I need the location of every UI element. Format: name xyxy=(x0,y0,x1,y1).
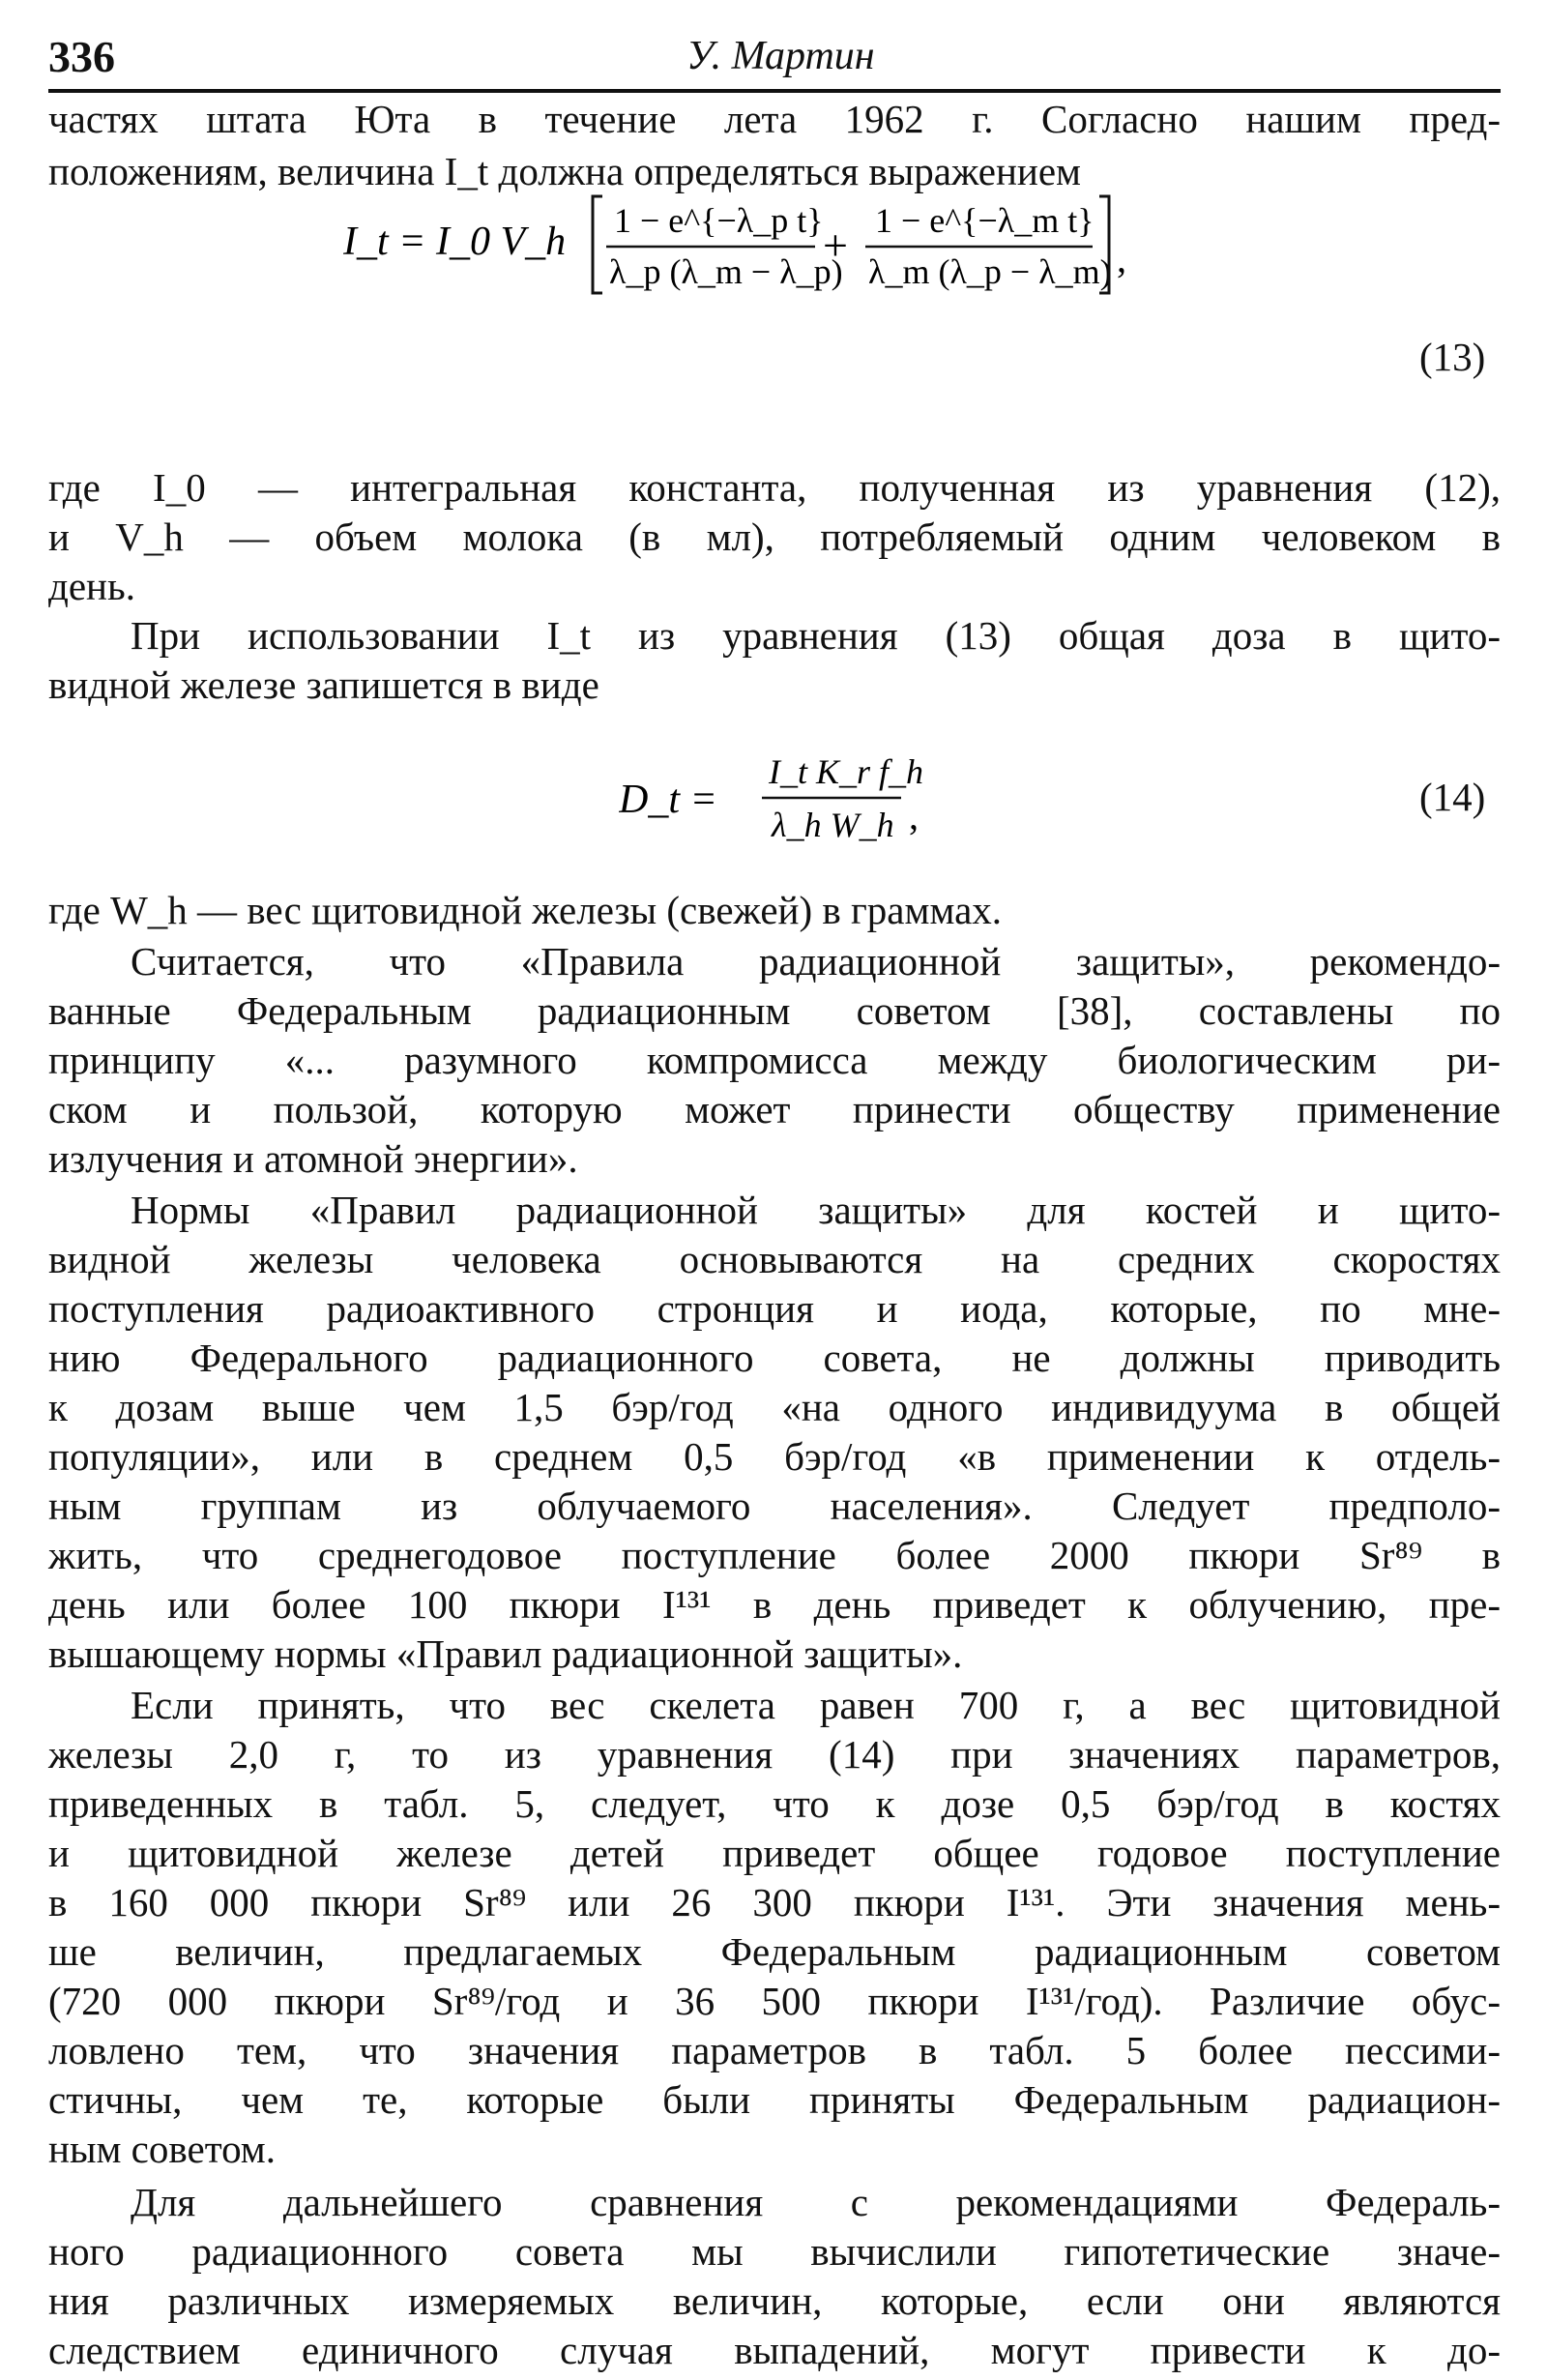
comma: , xyxy=(1117,237,1126,280)
page-number: 336 xyxy=(48,32,115,81)
text-line: (720 000 пкюри Sr⁸⁹/год и 36 500 пкюри I¹³¹/год). Различие обус- xyxy=(48,1979,1501,2023)
text-line: стичны, чем те, которые были приняты Федеральным радиацион- xyxy=(48,2077,1501,2122)
comma: , xyxy=(909,794,919,837)
equation-14 xyxy=(619,740,938,856)
text-line: нию Федерального радиационного совета, не должны приводить xyxy=(48,1336,1501,1380)
text-line: и V_h — объем молока (в мл), потребляемый одним человеком в xyxy=(48,514,1501,559)
text-line: излучения и атомной энергии». xyxy=(48,1136,578,1181)
eq13-lhs: I_t = I_0 V_h xyxy=(343,220,567,264)
text-line: ного радиационного совета мы вычислили гипотетические значе- xyxy=(48,2229,1501,2274)
text-line: день. xyxy=(48,564,135,608)
text-line: ше величин, предлагаемых Федеральным радиационным советом xyxy=(48,1929,1501,1974)
eq13-term1-num: 1 − e^{−λ_p t} xyxy=(614,201,824,240)
text-line: Если принять, что вес скелета равен 700 г, а вес щитовидной xyxy=(131,1683,1501,1727)
running-head: У. Мартин xyxy=(686,34,875,78)
text-line: и щитовидной железе детей приведет общее годовое поступление xyxy=(48,1831,1501,1875)
text-line: ловлено тем, что значения параметров в табл. 5 более пессими- xyxy=(48,2028,1501,2072)
text-line: ным советом. xyxy=(48,2127,276,2171)
text-line: ния различных измеряемых величин, которые, если они являются xyxy=(48,2278,1501,2323)
text-line: день или более 100 пкюри I¹³¹ в день приведет к облучению, пре- xyxy=(48,1582,1501,1627)
header-rule xyxy=(48,89,1501,93)
text-line: принципу «... разумного компромисса между биологическим ри- xyxy=(48,1038,1501,1082)
eq13-term2-num: 1 − e^{−λ_m t} xyxy=(875,201,1095,240)
text-line: следствием единичного случая выпадений, могут привести к до- xyxy=(48,2328,1501,2372)
eq14-lhs: D_t = xyxy=(619,778,717,822)
text-line: где W_h — вес щитовидной железы (свежей) в граммах. xyxy=(48,888,1003,932)
text-line: ском и пользой, которую может принести обществу применение xyxy=(48,1087,1501,1131)
text-line: положениям, величина I_t должна определяться выражением xyxy=(48,149,1081,193)
text-line: к дозам выше чем 1,5 бэр/год «на одного индивидуума в общей xyxy=(48,1385,1501,1429)
plus-sign: + xyxy=(823,220,848,270)
text-line: вышающему нормы «Правил радиационной защиты». xyxy=(48,1631,963,1676)
text-line: приведенных в табл. 5, следует, что к дозе 0,5 бэр/год в костях xyxy=(48,1781,1501,1826)
text-line: в 160 000 пкюри Sr⁸⁹ или 26 300 пкюри I¹³¹. Эти значения мень- xyxy=(48,1880,1501,1925)
text-line: Считается, что «Правила радиационной защиты», рекомендо- xyxy=(131,939,1501,984)
eq14-num: I_t K_r f_h xyxy=(769,752,924,791)
text-line: ванные Федеральным радиационным советом [38], составлены по xyxy=(48,988,1501,1033)
equation-13 xyxy=(343,179,1194,305)
text-line: Нормы «Правил радиационной защиты» для костей и щито- xyxy=(131,1188,1501,1232)
text-line: Для дальнейшего сравнения с рекомендациями Федераль- xyxy=(131,2180,1501,2224)
eq13-term2-den: λ_m (λ_p − λ_m) xyxy=(868,252,1112,291)
text-line: поступления радиоактивного стронция и иода, которые, по мне- xyxy=(48,1286,1501,1331)
text-line: видной железе запишется в виде xyxy=(48,662,599,707)
equation-13-svg xyxy=(343,179,1194,305)
eq13-term1-den: λ_p (λ_m − λ_p) xyxy=(609,252,843,291)
eq14-den: λ_h W_h xyxy=(772,806,894,844)
equation-14-number: (14) xyxy=(1419,775,1486,819)
text-line: железы 2,0 г, то из уравнения (14) при значениях параметров, xyxy=(48,1732,1501,1777)
equation-13-number: (13) xyxy=(1419,335,1486,379)
text-line: видной железы человека основываются на средних скоростях xyxy=(48,1237,1501,1281)
text-line: ным группам из облучаемого населения». Следует предполо- xyxy=(48,1484,1501,1528)
page-header xyxy=(48,27,1499,104)
text-line: популяции», или в среднем 0,5 бэр/год «в применении к отдель- xyxy=(48,1434,1501,1479)
equation-14-svg xyxy=(619,740,938,856)
text-line: жить, что среднегодовое поступление более 2000 пкюри Sr⁸⁹ в xyxy=(48,1533,1501,1577)
left-bracket xyxy=(593,196,602,293)
text-line: где I_0 — интегральная константа, полученная из уравнения (12), xyxy=(48,465,1501,510)
text-line: частях штата Юта в течение лета 1962 г. Согласно нашим пред- xyxy=(48,97,1501,141)
text-line: При использовании I_t из уравнения (13) общая доза в щито- xyxy=(131,613,1501,658)
